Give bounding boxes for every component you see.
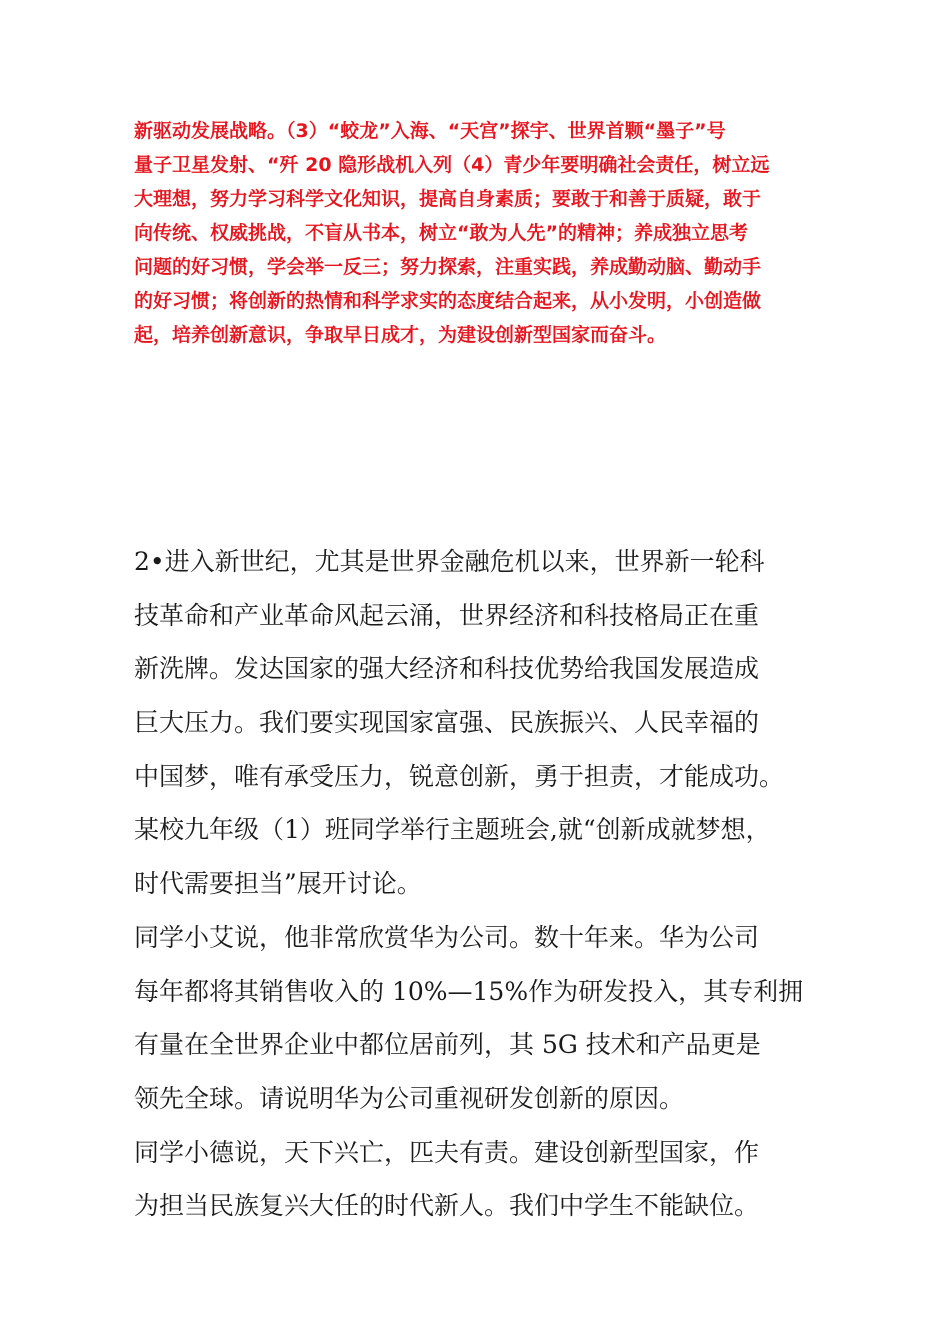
- question-line: 新洗牌。发达国家的强大经济和科技优势给我国发展造成: [134, 654, 760, 684]
- answer-line: 量子卫星发射、“歼 20 隐形战机入列（4）青少年要明确社会责任，树立远: [134, 154, 770, 176]
- question-line: 2•进入新世纪，尤其是世界金融危机以来，世界新一轮科: [134, 547, 765, 576]
- answer-line: 起，培养创新意识，争取早日成才，为建设创新型国家而奋斗。: [134, 324, 667, 346]
- question-line: 同学小德说，天下兴亡，匹夫有责。建设创新型国家，作: [134, 1137, 760, 1167]
- question-line: 某校九年级（1）班同学举行主题班会,就“创新成就梦想，: [134, 815, 771, 845]
- question-line: 时代需要担当”展开讨论。: [134, 869, 422, 899]
- answer-line: 大理想，努力学习科学文化知识，提高自身素质；要敢于和善于质疑，敢于: [134, 188, 762, 210]
- question-line: 巨大压力。我们要实现国家富强、民族振兴、人民幸福的: [134, 708, 760, 738]
- answer-line: 向传统、权威挑战，不盲从书本，树立“敢为人先”的精神；养成独立思考: [134, 222, 748, 244]
- question-line: 为担当民族复兴大任的时代新人。我们中学生不能缺位。: [134, 1191, 760, 1221]
- answer-line: 新驱动发展战略。（3）“蛟龙”入海、“天宫”探宇、世界首颗“墨子”号: [134, 120, 726, 142]
- answer-paragraph: [134, 114, 834, 352]
- question-line: 领先全球。请说明华为公司重视研发创新的原因。: [134, 1083, 685, 1113]
- answer-line: 问题的好习惯，学会举一反三；努力探索，注重实践，养成勤动脑、勤动手: [134, 256, 762, 278]
- question-paragraph: [134, 535, 834, 1233]
- question-line: 有量在全世界企业中都位居前列，其 5G 技术和产品更是: [134, 1030, 761, 1060]
- question-line: 同学小艾说，他非常欣赏华为公司。数十年来。华为公司: [134, 922, 760, 952]
- question-line: 中国梦，唯有承受压力，锐意创新，勇于担责，才能成功。: [134, 761, 785, 791]
- question-line: 每年都将其销售收入的 10%—15%作为研发投入，其专利拥: [134, 976, 804, 1006]
- question-line: 技革命和产业革命风起云涌，世界经济和科技格局正在重: [134, 600, 760, 630]
- answer-line: 的好习惯；将创新的热情和科学求实的态度结合起来，从小发明，小创造做: [134, 290, 762, 312]
